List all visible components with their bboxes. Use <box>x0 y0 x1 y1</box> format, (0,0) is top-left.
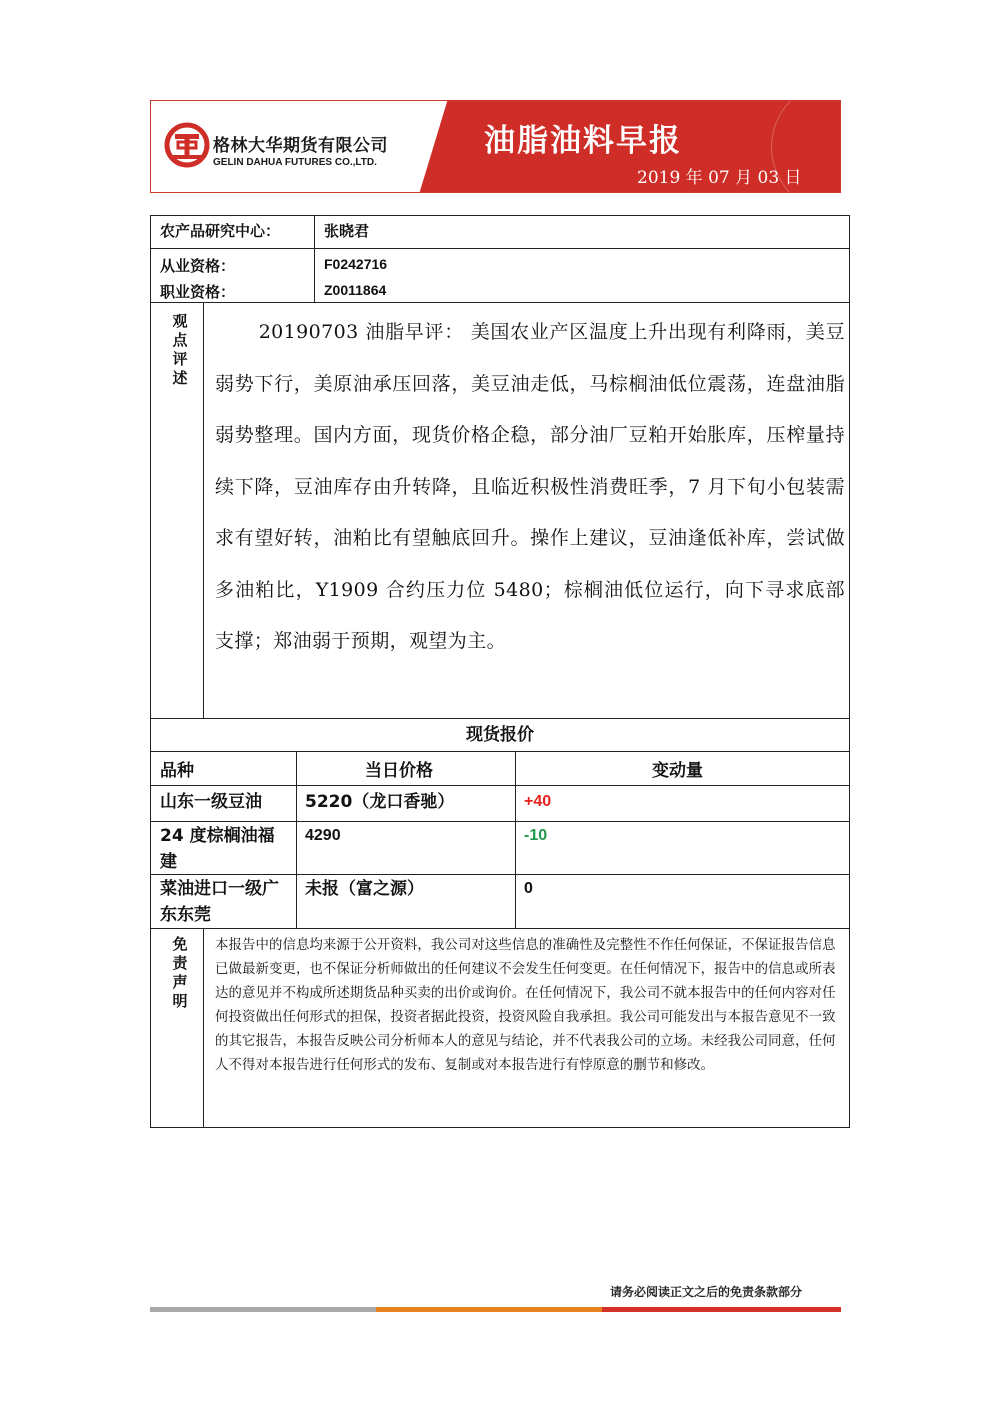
row-divider <box>150 248 850 249</box>
row-divider <box>150 718 850 719</box>
practice-qualification-label: 从业资格： <box>160 257 236 275</box>
market-commentary: 20190703 油脂早评： 美国农业产区温度上升出现有利降雨，美豆弱势下行，美原油承压回落，美豆油走低，马棕榈油低位震荡，连盘油脂弱势整理。国内方面，现货价格企稳，部分油厂豆粕开始胀库，压榨量持续下降，豆油库存由升转降，且临近积极性消费旺季，7 月下旬小包装需求有望好转，油粕比有望触底回升。操作上建议，豆油逢低补库，尝试做多油粕比，Y1909 合约压力位 5480；棕榈油低位运行，向下寻求底部支撑；郑油弱于预期，观望为主。 <box>215 321 845 652</box>
price-cell: 4290 <box>305 827 341 844</box>
company-name-en: GELIN DAHUA FUTURES CO.,LTD. <box>213 157 377 168</box>
col-divider <box>314 215 315 302</box>
footer-note: 请务必阅读正文之后的免责条款部分 <box>610 1285 803 1299</box>
label-char: 声 <box>172 973 188 991</box>
footer-bar-orange <box>376 1307 602 1312</box>
variety-cell: 24 度棕榈油福建 <box>160 826 275 872</box>
row-divider <box>150 821 850 822</box>
footer-bar-red <box>602 1307 841 1312</box>
spot-price-title: 现货报价 <box>466 725 534 745</box>
company-name-cn: 格林大华期货有限公司 <box>213 136 388 156</box>
footer-bar-gray <box>150 1307 376 1312</box>
company-logo-icon <box>163 121 211 169</box>
report-date: 2019 年 07 月 03 日 <box>637 168 802 188</box>
row-divider <box>150 785 850 786</box>
change-cell-down: -10 <box>524 827 548 844</box>
analyst-name: 张晓君 <box>324 222 370 240</box>
variety-cell: 菜油进口一级广东东莞 <box>160 879 279 925</box>
price-cell: 5220（龙口香驰） <box>305 792 455 812</box>
label-char: 免 <box>172 935 188 953</box>
change-cell-up: +40 <box>524 793 552 810</box>
row-divider <box>150 302 850 303</box>
col-divider <box>515 751 516 928</box>
header-change: 变动量 <box>652 761 703 781</box>
disclaimer-text: 本报告中的信息均来源于公开资料，我公司对这些信息的准确性及完整性不作任何保证，不保证报告信息已做最新变更，也不保证分析师做出的任何建议不会发生任何变更。在任何情况下，报告中的信息或所表达的意见并不构成所述期货品种买卖的出价或询价。在任何情况下，我公司不就本报告中的任何内容对任何投资做出任何形式的担保，投资者据此投资，投资风险自我承担。我公司可能发出与本报告意见不一致的其它报告，本报告反映公司分析师本人的意见与结论，并不代表我公司的立场。未经我公司同意，任何人不得对本报告进行任何形式的发布、复制或对本报告进行有悖原意的删节和修改。 <box>215 938 836 1073</box>
job-qualification-label: 职业资格： <box>160 283 236 301</box>
label-char: 点 <box>172 331 188 349</box>
research-center-label: 农产品研究中心： <box>160 222 281 240</box>
col-divider <box>203 928 204 1128</box>
row-divider <box>150 751 850 752</box>
label-char: 述 <box>172 369 188 387</box>
disclaimer-label <box>170 935 190 1011</box>
label-char: 责 <box>172 954 188 972</box>
label-char: 观 <box>172 312 188 330</box>
job-qualification-number: Z0011864 <box>324 282 387 298</box>
row-divider <box>150 928 850 929</box>
variety-cell: 山东一级豆油 <box>160 792 262 812</box>
change-cell-flat: 0 <box>524 880 533 897</box>
practice-qualification-number: F0242716 <box>324 256 388 272</box>
label-char: 评 <box>172 350 188 368</box>
report-title: 油脂油料早报 <box>484 123 682 159</box>
col-divider <box>203 302 204 718</box>
price-cell: 未报（富之源） <box>305 879 424 899</box>
report-banner <box>150 100 841 193</box>
label-char: 明 <box>172 992 188 1010</box>
col-divider <box>296 751 297 928</box>
commentary-label <box>170 312 190 388</box>
header-price: 当日价格 <box>365 761 433 781</box>
header-variety: 品种 <box>160 761 194 781</box>
